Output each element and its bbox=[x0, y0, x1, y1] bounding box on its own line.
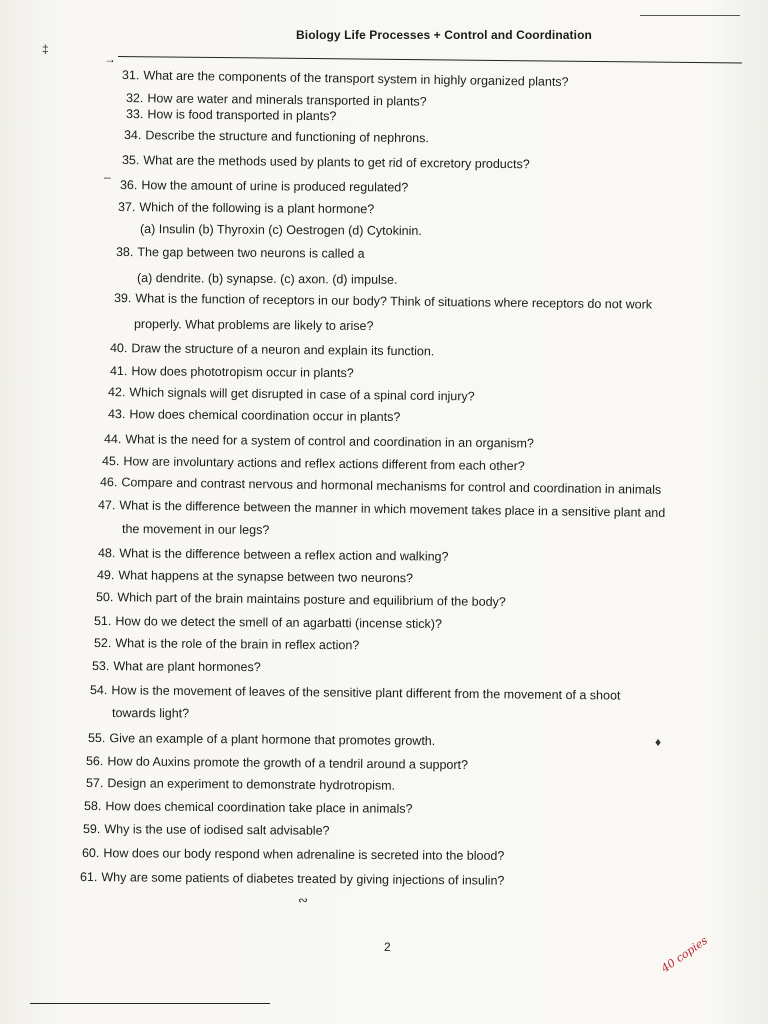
question-text: How does phototropism occur in plants? bbox=[131, 364, 354, 381]
question-text: How does chemical coordination occur in plants? bbox=[129, 407, 401, 425]
question-item bbox=[102, 454, 525, 473]
question-item bbox=[122, 522, 269, 537]
question-item bbox=[124, 128, 429, 145]
question-text: What happens at the synapse between two neurons? bbox=[118, 568, 414, 586]
question-number: 58. bbox=[83, 799, 102, 814]
question-number: 47. bbox=[97, 498, 116, 513]
question-text: The gap between two neurons is called a bbox=[137, 245, 365, 261]
question-item bbox=[114, 291, 652, 312]
question-text: (a) Insulin (b) Thyroxin (c) Oestrogen (d) Cytokinin. bbox=[139, 222, 422, 238]
bottom-rule bbox=[30, 1003, 270, 1004]
question-item bbox=[98, 546, 449, 564]
question-text: Design an experiment to demonstrate hydrotropism. bbox=[107, 776, 396, 793]
question-number: 56. bbox=[85, 754, 104, 769]
question-text: Why is the use of iodised salt advisable? bbox=[104, 822, 330, 838]
question-number: 53. bbox=[91, 659, 110, 674]
question-item bbox=[108, 385, 475, 403]
question-number: 32. bbox=[125, 91, 144, 106]
question-text: Compare and contrast nervous and hormonal mechanisms for control and coordination in animals bbox=[121, 475, 662, 497]
arrow-mark-icon: → bbox=[104, 52, 116, 66]
page-title: Biology Life Processes + Control and Coordination bbox=[296, 28, 592, 42]
question-item bbox=[110, 364, 354, 380]
question-text: What is the role of the brain in reflex action? bbox=[115, 636, 360, 653]
question-item bbox=[86, 776, 395, 793]
question-number: 35. bbox=[121, 153, 140, 168]
question-text: Why are some patients of diabetes treated by giving injections of insulin? bbox=[101, 870, 505, 888]
question-number: 38. bbox=[115, 245, 134, 260]
question-item bbox=[94, 636, 359, 652]
question-text: How is food transported in plants? bbox=[147, 107, 337, 124]
question-item bbox=[80, 870, 505, 888]
question-item bbox=[82, 846, 504, 863]
question-number: 49. bbox=[96, 568, 115, 583]
question-item bbox=[88, 731, 435, 748]
question-text: How is the movement of leaves of the sensitive plant different from the movement of a shoot bbox=[111, 683, 621, 703]
question-item bbox=[110, 341, 434, 358]
question-text: How do we detect the smell of an agarbatti (incense stick)? bbox=[115, 614, 443, 632]
question-number: 52. bbox=[93, 636, 112, 651]
question-text: Which part of the brain maintains posture and equilibrium of the body? bbox=[117, 590, 506, 610]
question-item bbox=[134, 317, 374, 333]
question-text: How do Auxins promote the growth of a tendril around a support? bbox=[107, 754, 469, 773]
question-text: How does chemical coordination take place in animals? bbox=[105, 799, 413, 816]
question-number: 44. bbox=[103, 432, 122, 447]
question-item bbox=[97, 568, 413, 585]
question-item bbox=[104, 432, 534, 451]
question-number: 34. bbox=[123, 128, 142, 143]
question-text: Give an example of a plant hormone that promotes growth. bbox=[109, 731, 436, 749]
question-number: 33. bbox=[125, 107, 144, 122]
question-number: 37. bbox=[117, 200, 136, 215]
question-number: 54. bbox=[89, 683, 108, 698]
question-text: Which of the following is a plant hormone? bbox=[139, 200, 375, 217]
question-item bbox=[118, 200, 374, 216]
question-text: What is the function of receptors in our body? Think of situations where receptors do not work bbox=[135, 291, 653, 312]
question-number: 40. bbox=[109, 341, 128, 356]
question-item bbox=[86, 754, 468, 772]
question-item bbox=[137, 271, 398, 287]
question-text: Which signals will get disrupted in case of a spinal cord injury? bbox=[129, 385, 475, 404]
question-number: 43. bbox=[107, 407, 126, 422]
question-item bbox=[108, 407, 401, 424]
question-text: the movement in our legs? bbox=[121, 522, 270, 538]
question-number: 41. bbox=[109, 364, 128, 379]
question-number: 42. bbox=[107, 385, 126, 400]
question-text: What is the difference between a reflex action and walking? bbox=[119, 546, 449, 564]
question-item bbox=[120, 178, 408, 195]
scribble-mark-icon: ∾ bbox=[298, 893, 309, 907]
question-item bbox=[84, 799, 413, 816]
question-number: 50. bbox=[95, 590, 114, 605]
scribble-mark-icon: ♦ bbox=[655, 735, 662, 749]
question-item bbox=[126, 107, 337, 123]
handwritten-note: 40 copies bbox=[659, 933, 710, 976]
question-text: What is the need for a system of control and coordination in an organism? bbox=[125, 432, 535, 451]
question-number: 60. bbox=[81, 846, 100, 861]
question-number: 55. bbox=[87, 731, 106, 746]
question-item bbox=[122, 68, 569, 89]
question-number: 39. bbox=[113, 291, 132, 306]
question-text: properly. What problems are likely to arise? bbox=[133, 317, 374, 334]
question-item bbox=[92, 659, 261, 674]
question-text: What are plant hormones? bbox=[113, 659, 261, 675]
question-item bbox=[96, 590, 506, 609]
question-number: 36. bbox=[119, 178, 138, 193]
question-text: How are involuntary actions and reflex actions different from each other? bbox=[123, 454, 525, 474]
question-number: 46. bbox=[99, 475, 118, 490]
question-number: 51. bbox=[93, 614, 112, 629]
question-text: How are water and minerals transported in plants? bbox=[147, 91, 427, 109]
question-item bbox=[112, 706, 189, 720]
question-text: What are the components of the transport system in highly organized plants? bbox=[143, 68, 569, 90]
page-number: 2 bbox=[384, 940, 391, 954]
question-item bbox=[90, 683, 621, 703]
question-number: 61. bbox=[79, 870, 98, 885]
question-number: 48. bbox=[97, 546, 116, 561]
question-text: Draw the structure of a neuron and explain its function. bbox=[131, 341, 435, 359]
question-item bbox=[126, 91, 427, 109]
question-item bbox=[122, 153, 530, 171]
question-text: How the amount of urine is produced regulated? bbox=[141, 178, 409, 195]
question-number: 57. bbox=[85, 776, 104, 791]
question-number: 31. bbox=[121, 68, 140, 83]
question-item bbox=[140, 222, 422, 238]
question-text: towards light? bbox=[111, 706, 190, 721]
question-item bbox=[98, 498, 665, 520]
question-text: What are the methods used by plants to get rid of excretory products? bbox=[143, 153, 530, 172]
question-text: What is the difference between the manner in which movement takes place in a sensitive plant and bbox=[119, 498, 666, 520]
dash-mark-icon: – bbox=[104, 170, 111, 184]
question-item bbox=[100, 475, 661, 497]
question-number: 59. bbox=[82, 822, 101, 837]
question-text: Describe the structure and functioning of nephrons. bbox=[145, 128, 429, 146]
margin-mark: ‡ bbox=[42, 42, 49, 56]
question-text: How does our body respond when adrenaline is secreted into the blood? bbox=[103, 846, 505, 863]
question-item bbox=[116, 245, 365, 261]
question-number: 45. bbox=[101, 454, 120, 469]
question-text: (a) dendrite. (b) synapse. (c) axon. (d) impulse. bbox=[136, 271, 398, 287]
question-item bbox=[83, 822, 330, 838]
question-item bbox=[94, 614, 442, 631]
